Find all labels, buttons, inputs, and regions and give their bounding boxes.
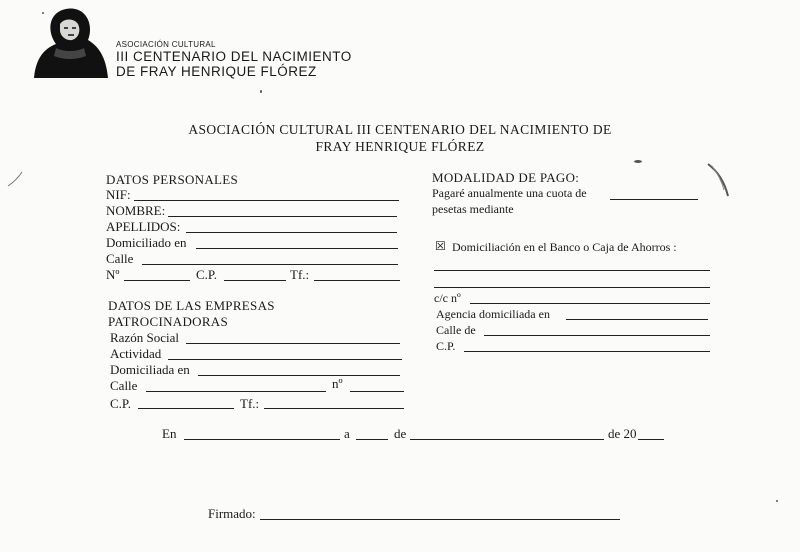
actividad-field[interactable] (168, 359, 402, 360)
pago-cp-label: C.P. (436, 339, 456, 353)
bank-field-2[interactable] (434, 287, 710, 288)
cc-label: c/c nº (434, 291, 461, 305)
signature-field[interactable] (260, 519, 620, 520)
empresa-numero-field[interactable] (350, 391, 404, 392)
a-label: a (344, 426, 350, 441)
empresa-cp-field[interactable] (138, 408, 234, 409)
domiciliado-field[interactable] (196, 248, 398, 249)
empresa-cp-label: C.P. (110, 396, 131, 411)
empresa-calle-label: Calle (110, 378, 138, 393)
empresa-tf-label: Tf.: (240, 396, 260, 411)
numero-field[interactable] (124, 280, 190, 281)
calle-field[interactable] (142, 264, 398, 265)
day-field[interactable] (356, 439, 388, 440)
month-field[interactable] (410, 439, 604, 440)
agencia-field[interactable] (566, 319, 708, 320)
nombre-field[interactable] (168, 216, 397, 217)
document-title-line1: ASOCIACIÓN CULTURAL III CENTENARIO DEL NACIMIENTO DE (188, 122, 612, 137)
de-label-1: de (394, 426, 407, 441)
en-label: En (162, 426, 177, 441)
scan-speck (42, 12, 44, 14)
razon-field[interactable] (186, 343, 400, 344)
empresa-tf-field[interactable] (264, 408, 404, 409)
numero-label: Nº (106, 267, 120, 282)
apellidos-field[interactable] (186, 232, 397, 233)
actividad-label: Actividad (110, 346, 162, 361)
bank-field-1[interactable] (434, 270, 710, 271)
companies-heading-line2: PATROCINADORAS (108, 314, 229, 329)
apellidos-label: APELLIDOS: (106, 219, 181, 234)
empresa-numero-label: nº (332, 376, 343, 391)
place-field[interactable] (184, 439, 340, 440)
domiciliado-label: Domiciliado en (106, 235, 187, 250)
firmado-label: Firmado: (208, 506, 256, 521)
pago-calle-label: Calle de (436, 323, 476, 337)
pesetas-text: pesetas mediante (432, 202, 514, 216)
calle-label: Calle (106, 251, 134, 266)
companies-heading-line1: DATOS DE LAS EMPRESAS (108, 298, 275, 313)
pago-calle-field[interactable] (484, 335, 710, 336)
razon-label: Razón Social (110, 330, 179, 345)
logo-line1: ASOCIACIÓN CULTURAL (116, 40, 216, 49)
scan-speck (260, 90, 262, 93)
nombre-label: NOMBRE: (106, 203, 166, 218)
scan-speck (776, 500, 778, 502)
tf-label: Tf.: (290, 267, 310, 282)
tf-field[interactable] (314, 280, 400, 281)
scan-mark-right (706, 160, 732, 200)
domiciliada-label: Domiciliada en (110, 362, 190, 377)
cp-label: C.P. (196, 267, 217, 282)
domiciliacion-checkbox[interactable]: ☒ (435, 239, 446, 253)
cuota-field[interactable] (610, 199, 698, 200)
year-field[interactable] (638, 439, 664, 440)
payment-heading: MODALIDAD DE PAGO: (432, 170, 580, 185)
cp-field[interactable] (224, 280, 286, 281)
cc-field[interactable] (470, 303, 710, 304)
nif-label: NIF: (106, 187, 131, 202)
scan-speck (634, 160, 642, 163)
scan-mark-left (6, 170, 26, 190)
agencia-label: Agencia domiciliada en (436, 307, 550, 321)
empresa-calle-field[interactable] (146, 391, 326, 392)
domiciliacion-label: Domiciliación en el Banco o Caja de Ahorros : (452, 240, 677, 254)
pago-cp-field[interactable] (464, 351, 710, 352)
logo-portrait (26, 4, 110, 78)
domiciliada-field[interactable] (198, 375, 400, 376)
personal-heading: DATOS PERSONALES (106, 172, 239, 187)
cuota-text: Pagaré anualmente una cuota de (432, 186, 587, 200)
logo-line2: III CENTENARIO DEL NACIMIENTO (116, 49, 352, 64)
document-title-line2: FRAY HENRIQUE FLÓREZ (315, 139, 485, 154)
de-label-2: de 20 (608, 426, 637, 441)
logo-line3: DE FRAY HENRIQUE FLÓREZ (116, 64, 317, 79)
nif-field[interactable] (134, 200, 399, 201)
